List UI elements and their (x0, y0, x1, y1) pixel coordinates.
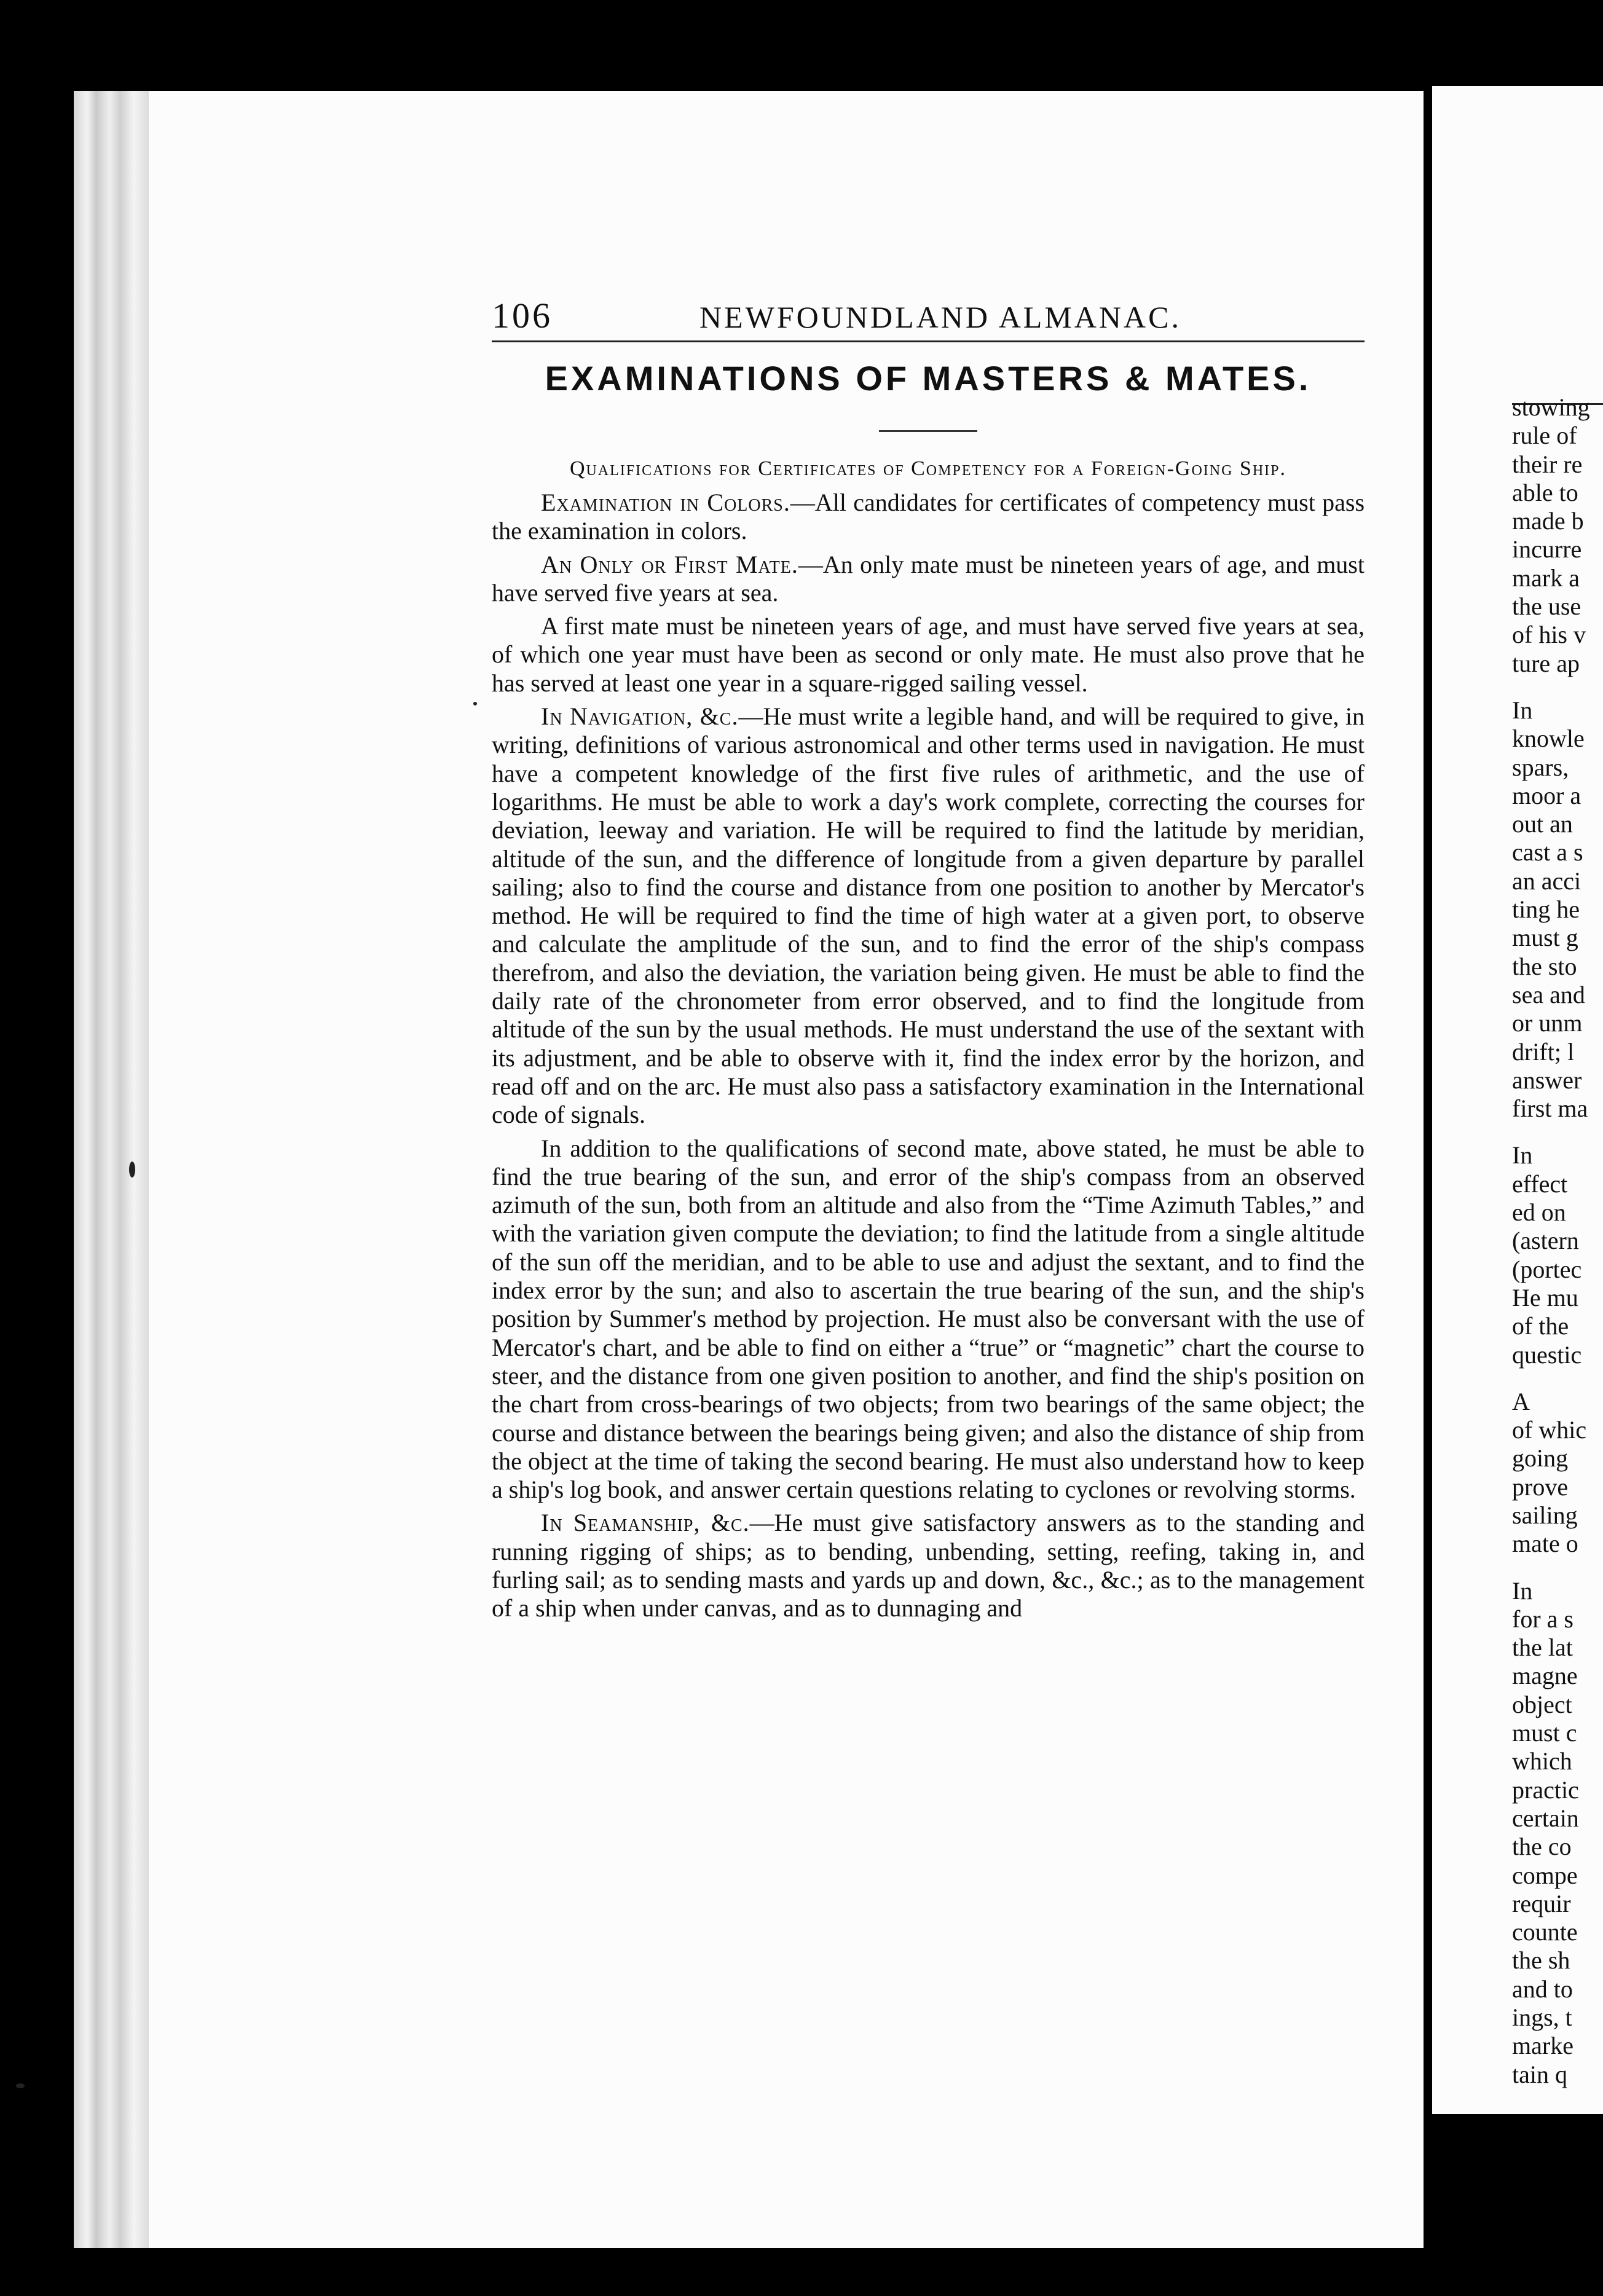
right-page-line: sailing (1512, 1501, 1578, 1529)
title-rule (879, 430, 977, 432)
right-page-line: ture ap (1512, 649, 1580, 677)
right-page-line: drift; l (1512, 1037, 1575, 1066)
scan-speck (16, 2083, 25, 2088)
right-page-line: mate o (1512, 1530, 1578, 1558)
paragraph (492, 1134, 1365, 1504)
right-page-line: stowing (1512, 393, 1590, 421)
right-page-line: prove (1512, 1472, 1569, 1501)
right-page-line: In (1512, 696, 1533, 724)
right-page-line: practic (1512, 1775, 1579, 1804)
right-page-line (1512, 1559, 1603, 1577)
right-page-line: compe (1512, 1861, 1578, 1889)
right-page-line (1512, 678, 1603, 696)
right-page-line: able to (1512, 478, 1578, 506)
right-page-line: the co (1512, 1833, 1572, 1861)
right-page-line: requir (1512, 1889, 1571, 1917)
right-page-line: effect (1512, 1170, 1568, 1198)
right-page-line: counte (1512, 1918, 1578, 1946)
right-page-line: or unm (1512, 1009, 1583, 1037)
right-page-line: certain (1512, 1804, 1579, 1832)
page-edges (74, 91, 149, 2248)
right-page-line: tain q (1512, 2060, 1567, 2088)
running-head (492, 295, 1365, 342)
paragraph-heading: An Only or First Mate. (541, 550, 798, 578)
right-page-line (1512, 1369, 1603, 1388)
paragraph (492, 489, 1365, 546)
right-page-line: out an (1512, 810, 1573, 838)
article-title: EXAMINATIONS OF MASTERS & MATES. (545, 359, 1312, 398)
right-page-text-fragments (1512, 393, 1603, 2089)
right-page-line: spars, (1512, 753, 1569, 781)
right-page-line: must c (1512, 1719, 1577, 1747)
right-page-line: In (1512, 1576, 1533, 1605)
right-page-line: the sh (1512, 1946, 1570, 1975)
paragraph-text: —All candidates for certificates of competency must pass the examination in colors. (492, 489, 1365, 545)
right-page-line: cast a s (1512, 838, 1583, 867)
paragraph-text: —He must give satisfactory answers as to the standing and running rigging of ships; as to bending, unbending, setting, reefing, taking in, and furling sail; as to sending masts and yards up and down, &c., &c.; as to the management of a ship when under canvas, and as to dunnaging and (492, 1509, 1365, 1622)
right-page-line: (portec (1512, 1255, 1582, 1283)
right-page-line: (astern (1512, 1227, 1579, 1255)
left-page-content (492, 295, 1365, 1628)
right-page-line: answer (1512, 1066, 1582, 1094)
right-page-line: magne (1512, 1662, 1578, 1690)
right-page-line: He mu (1512, 1283, 1578, 1311)
right-page-line: which (1512, 1747, 1572, 1775)
right-page-line: sea and (1512, 980, 1585, 1008)
right-page-line: and to (1512, 1975, 1573, 2003)
paragraph-heading: Examination in Colors. (541, 489, 790, 516)
right-page-line: first ma (1512, 1095, 1588, 1123)
right-page-line: rule of (1512, 422, 1577, 450)
paragraph (492, 551, 1365, 608)
right-page-line: an acci (1512, 867, 1581, 895)
scan-speck (473, 702, 477, 706)
right-page-line: marke (1512, 2032, 1573, 2060)
paragraph-text: A first mate must be nineteen years of age, and must have served five years at sea, of which one year must have been as second or only mate. He must also prove that he has served at least one year in a square-rigged sailing vessel. (492, 612, 1365, 697)
right-page-line: ings, t (1512, 2003, 1572, 2032)
right-page-line: of the (1512, 1312, 1569, 1340)
right-page-line: of his v (1512, 621, 1586, 649)
paragraph-text: In addition to the qualifications of second mate, above stated, he must be able to find the true bearing of the sun, and error of the ship's compass from an observed azimuth of the sun, both from an altitude and also from the “Time Azimuth Tables,” and with the variation given compute the deviation; to find the latitude from a single altitude of the sun off the meridian, and to be able to use and adjust the sextant, and to find the index error by the sun; and also to ascertain the true bearing of the sun, and the ship's position by Summer's method by projection. He must also be conversant with the use of Mercator's chart, and be able to find on either a “true” or “magnetic” chart the course to steer, and the distance from one given position to another, and find the ship's position on the chart from cross-bearings of two objects; from two bearings of the same object; the course and distance between the bearings being given; and also the distance of ship from the object at the time of taking the second bearing. He must also understand how to keep a ship's log book, and answer certain questions relating to cyclones or revolving storms. (492, 1134, 1365, 1504)
paragraph (492, 1509, 1365, 1622)
right-page-line: the sto (1512, 952, 1577, 980)
paragraph (492, 702, 1365, 1129)
paragraph-text: —He must write a legible hand, and will be required to give, in writing, definitions of various astronomical and other terms used in navigation. He must have a competent knowledge of the first five rules of arithmetic, and the use of logarithms. He must be able to work a day's work complete, correcting the courses for deviation, leeway and variation. He will be required to find the latitude by meridian, altitude of the sun, and the difference of longitude from a given departure by parallel sailing; also to find the course and distance from one position to another by Mercator's method. He will be required to find the time of high water at a given port, to observe and calculate the amplitude of the sun, and to find the error of the ship's compass therefrom, and also the deviation, the variation being given. He must be able to find the daily rate of the chronometer from error observed, and to find the longitude from altitude of the sun by the usual methods. He must understand the use of the sextant with its adjustment, and be able to observe with it, find the index error by the horizon, and read off and on the arc. He must also pass a satisfactory examination in the International code of signals. (492, 702, 1365, 1129)
paragraph-heading: In Seamanship, &c. (541, 1509, 750, 1537)
right-page-line: for a s (1512, 1605, 1573, 1633)
right-page-line: their re (1512, 450, 1583, 478)
paragraph-text: —An only mate must be nineteen years of age, and must have served five years at sea. (492, 550, 1365, 607)
paragraph (492, 612, 1365, 698)
scan-speck (129, 1162, 135, 1177)
section-subtitle: Qualifications for Certificates of Competency for a Foreign-Going Ship. (569, 457, 1287, 480)
right-page-line: moor a (1512, 781, 1581, 809)
right-page-line: incurre (1512, 535, 1582, 564)
right-page-line: of whic (1512, 1416, 1587, 1444)
right-page-line: going (1512, 1444, 1569, 1472)
right-page-line: mark a (1512, 564, 1580, 592)
right-page-line: In (1512, 1141, 1533, 1170)
right-page-line: ting he (1512, 895, 1580, 924)
right-page-line: questic (1512, 1340, 1582, 1369)
right-page-line: object (1512, 1690, 1572, 1718)
journal-name: NEWFOUNDLAND ALMANAC. (699, 300, 1181, 334)
right-page (1432, 86, 1603, 2114)
right-page-line: must g (1512, 924, 1578, 952)
right-page-line: A (1512, 1387, 1530, 1415)
page-number: 106 (492, 296, 553, 336)
right-page-line: made b (1512, 507, 1584, 535)
right-page-line: ed on (1512, 1198, 1566, 1227)
paragraph-heading: In Navigation, &c. (541, 702, 739, 731)
right-page-line: the lat (1512, 1634, 1573, 1662)
right-page-line: knowle (1512, 725, 1585, 753)
right-page-line (1512, 1123, 1603, 1141)
right-page-line: the use (1512, 592, 1581, 621)
